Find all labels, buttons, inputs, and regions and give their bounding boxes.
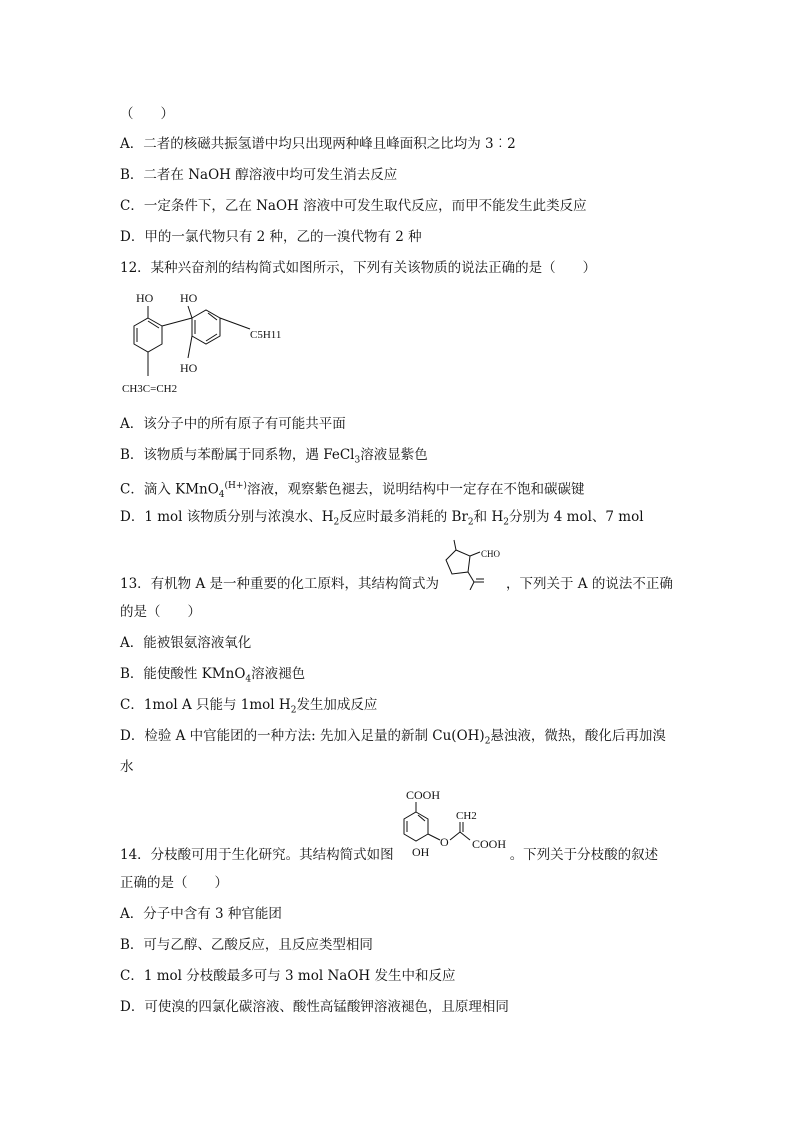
q12-ho-2: HO — [180, 291, 198, 305]
q13-c-pre: C．1mol A 只能与 1mol H — [120, 697, 291, 713]
q12-d-sub2: 2 — [467, 517, 474, 528]
q12-ho-3: HO — [180, 361, 198, 375]
q11-paren: （ ） — [120, 106, 174, 122]
q12-c-sub: 4 — [218, 490, 225, 501]
q14-stem-post: 。下列关于分枝酸的叙述 — [509, 847, 659, 863]
q14-stem-line2: 正确的是（ ） — [120, 875, 228, 891]
q14-stem — [120, 846, 658, 864]
q12-d-sub3: 2 — [503, 517, 509, 528]
q13-b-post: 溶液褪色 — [251, 666, 306, 682]
q13-stem — [120, 575, 673, 593]
q12-b-post: 溶液显紫色 — [360, 447, 428, 463]
q12-d-post: 分别为 4 mol、7 mol — [508, 509, 644, 525]
q12-stem: 12．某种兴奋剂的结构简式如图所示，下列有关该物质的说法正确的是（ ） — [120, 260, 597, 276]
q13-stem-line2: 的是（ ） — [120, 604, 201, 620]
q13-c-post: 发生加成反应 — [296, 697, 378, 713]
q12-option-c — [120, 477, 584, 504]
q12-c-pre: C．滴入 KMnO — [120, 481, 219, 498]
q12-structure — [118, 288, 298, 400]
q13-option-d — [120, 727, 666, 751]
q12-d-and: 和 H — [473, 509, 504, 525]
q13-stem-post: ，下列关于 A 的说法不正确 — [506, 576, 673, 592]
q11-option-c: C．一定条件下，乙在 NaOH 溶液中可发生取代反应，而甲不能发生此类反应 — [120, 198, 587, 214]
q12-vinyl: CH3C=CH2 — [122, 383, 178, 395]
q12-b-pre: B．该物质与苯酚属于同系物，遇 FeCl — [120, 447, 355, 463]
q12-option-d — [120, 508, 644, 532]
q14-ether-o: O — [440, 835, 449, 849]
q13-cho: CHO — [481, 549, 501, 559]
q13-stem-pre: 13．有机物 A 是一种重要的化工原料，其结构简式为 — [120, 576, 440, 592]
q13-d-sub: 2 — [484, 736, 491, 747]
q11-option-b: B．二者在 NaOH 醇溶液中均可发生消去反应 — [120, 167, 398, 183]
q12-d-pre: D．1 mol 该物质分别与浓溴水、H — [120, 509, 334, 525]
q12-c-post: 溶液，观察紫色褪去，说明结构中一定存在不饱和碳碳键 — [246, 481, 585, 498]
q13-option-d-line2: 水 — [120, 759, 134, 775]
q12-option-b — [120, 446, 428, 470]
q14-option-c: C．1 mol 分枝酸最多可与 3 mol NaOH 发生中和反应 — [120, 968, 456, 984]
q14-option-d: D．可使溴的四氯化碳溶液、酸性高锰酸钾溶液褪色，且原理相同 — [120, 999, 509, 1015]
q13-d-post: 悬浊液，微热，酸化后再加溴 — [490, 728, 666, 744]
q11-option-a: A．二者的核磁共振氢谱中均只出现两种峰且峰面积之比均为 3︰2 — [120, 136, 516, 152]
q14-option-b: B．可与乙醇、乙酸反应，且反应类型相同 — [120, 937, 373, 953]
q12-option-a: A．该分子中的所有原子有可能共平面 — [120, 416, 346, 432]
q14-cooh-top: COOH — [406, 788, 441, 802]
q12-c-sup: (H+) — [224, 481, 247, 491]
q13-option-a: A．能被银氨溶液氧化 — [120, 635, 252, 651]
q13-option-b — [120, 665, 305, 689]
q12-ho-1: HO — [136, 291, 154, 305]
q12-b-sub: 3 — [354, 455, 361, 466]
q13-c-sub: 2 — [290, 705, 297, 716]
q12-d-mid: 反应时最多消耗的 Br — [339, 509, 468, 525]
q13-b-sub: 4 — [245, 674, 252, 685]
q14-ch2: CH2 — [456, 810, 477, 822]
q14-oh: OH — [412, 845, 430, 859]
q12-c5h11: C5H11 — [250, 329, 282, 341]
q11-option-d: D．甲的一氯代物只有 2 种，乙的一溴代物有 2 种 — [120, 229, 422, 245]
q14-stem-pre: 14．分枝酸可用于生化研究。其结构简式如图 — [120, 847, 394, 863]
q13-d-pre: D．检验 A 中官能团的一种方法: 先加入足量的新制 Cu(OH) — [120, 728, 485, 744]
q13-option-c — [120, 696, 377, 720]
q12-d-sub1: 2 — [333, 517, 340, 528]
q14-cooh-right: COOH — [472, 837, 507, 851]
q13-b-pre: B．能使酸性 KMnO — [120, 666, 246, 682]
q14-option-a: A．分子中含有 3 种官能团 — [120, 906, 282, 922]
